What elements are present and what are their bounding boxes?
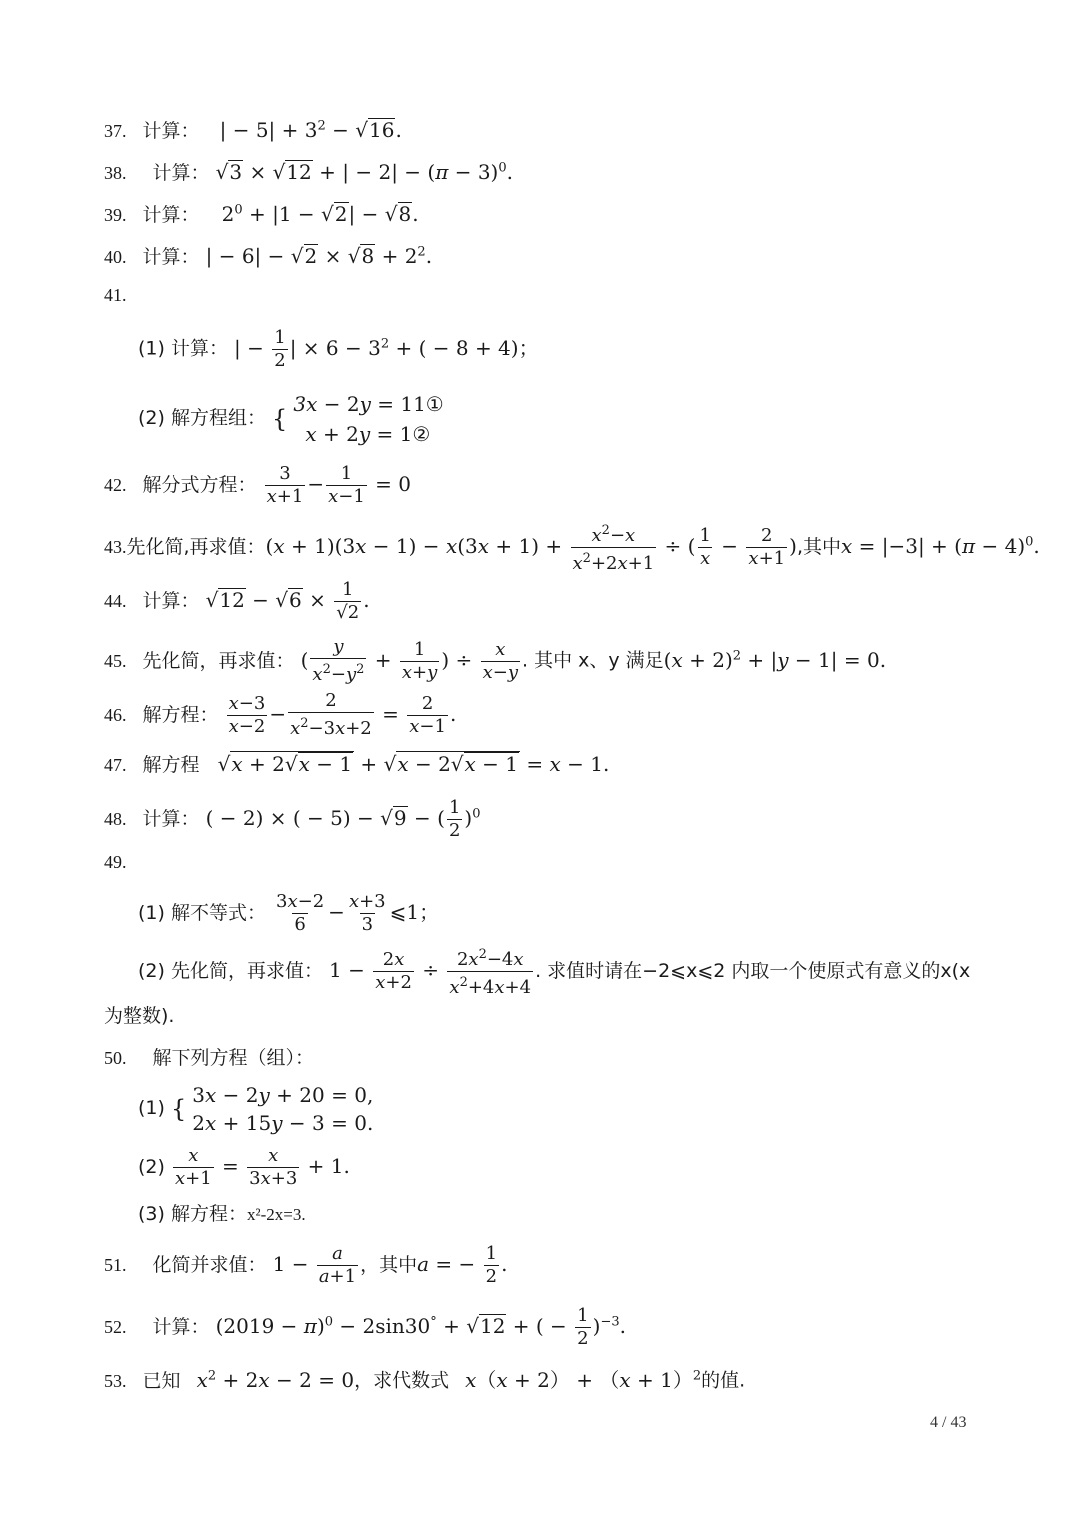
math-condition: $x = |-3| + (\pi - 4)^0$. xyxy=(840,534,1040,558)
problem-50-part-3 xyxy=(138,1202,306,1227)
problem-49-part-2-continued xyxy=(104,1004,174,1028)
math-expression: $\frac{3}{x+1}$ − $\frac{1}{x-1}$ = 0 xyxy=(266,463,411,507)
problem-mid-label: ，求代数式 xyxy=(354,1369,450,1392)
problem-46 xyxy=(104,690,456,740)
math-expression: $2^0 + |1 - √2| - √8$. xyxy=(221,201,419,226)
problem-number: 39. xyxy=(104,204,127,225)
math-expression: (x + 1)(3x − 1) − x(3x + 1) + $\frac{x^2-x}{x^2+2x+1}$ ÷ ( $\frac{1}{x}$ − $\frac{2}{x+1}$ ) xyxy=(265,523,797,574)
math-expression: √12 − √6 × $\frac{1}{√2}$ . xyxy=(205,579,370,623)
subproblem-label: (2) xyxy=(138,1156,165,1178)
problem-number: 52. xyxy=(104,1316,127,1337)
problem-number: 51. xyxy=(104,1255,127,1275)
where-label: ,其中 xyxy=(796,536,841,558)
where-label: ，其中 xyxy=(360,1254,418,1276)
problem-42 xyxy=(104,462,411,508)
math-expression: ( − 2) × ( − 5) − √9 − ( $\frac{1}{2}$ )$^0$ xyxy=(205,796,481,841)
problem-label: 计算： xyxy=(152,161,210,184)
problem-number: 41. xyxy=(104,285,127,305)
math-condition: $(x + 2)^2 + |y - 1| = 0$. xyxy=(663,647,887,672)
problem-49-part-1 xyxy=(138,890,439,936)
problem-49-part-2 xyxy=(138,944,970,999)
problem-41 xyxy=(104,283,127,307)
equation-system: 3x − 2y + 20 = 0, 2x + 15y − 3 = 0. xyxy=(192,1083,374,1135)
math-expression: | − $\frac{1}{2}$ | × $6 - 3^2$ + ( − 8 + 4)； xyxy=(234,326,539,371)
subproblem-label: (1) 计算： xyxy=(138,337,228,360)
problem-50-part-2 xyxy=(138,1144,350,1190)
math-expression: $\frac{x-3}{x-2}$ − $\frac{2}{x^2-3x+2}$ = $\frac{2}{x-1}$ . xyxy=(228,690,457,739)
problem-label: 计算： xyxy=(142,245,200,268)
problem-tail-label: 的值. xyxy=(701,1369,746,1392)
math-given: $x^2 + 2x - 2 = 0$ xyxy=(196,1367,355,1392)
problem-label: 计算： xyxy=(142,119,200,142)
math-expression: | − $6| - √2 \times √8 + 2^2$. xyxy=(205,243,433,268)
math-expression: $(2019 - \pi)^0 - 2\sin 30^\circ + √12$ + ( − $\frac{1}{2}$ )$^{-3}$. xyxy=(215,1304,626,1349)
math-expression: √3 × √12 + | − $2| - (\pi - 3)^0$. xyxy=(215,159,513,184)
problem-number: 53. xyxy=(104,1370,127,1391)
subproblem-label: (2) 先化简，再求值： xyxy=(138,960,323,982)
page-number: 4 / 43 xyxy=(930,1414,967,1431)
math-expression: x²-2x=3. xyxy=(246,1205,306,1224)
problem-label: 解下列方程（组）： xyxy=(152,1047,315,1069)
problem-label: 先化简，再求值： xyxy=(142,649,295,672)
math-expression: $x(x + 2) + (x + 1)^2$ xyxy=(465,1367,702,1392)
problem-number: 37. xyxy=(104,120,127,141)
problem-number: 44. xyxy=(104,591,127,611)
problem-number: 48. xyxy=(104,808,127,829)
problem-50-part-1: (1) { 3x − 2y + 20 = 0, 2x + 15y − 3 = 0. xyxy=(138,1083,374,1135)
math-expression: | − $5| + 3^2 - √16$. xyxy=(219,117,402,142)
problem-51 xyxy=(104,1242,507,1288)
math-expression: $\frac{x}{x+1}$ = $\frac{x}{3x+3}$ + 1. xyxy=(174,1145,350,1189)
problem-49 xyxy=(104,850,127,874)
problem-label: 先化简,再求值： xyxy=(126,536,266,558)
math-expression: ( $\frac{y}{x^2-y^2}$ + $\frac{1}{x+y}$ ) ÷ $\frac{x}{x-y}$ xyxy=(300,636,519,686)
problem-41-part-2: (2) 解方程组： { 3x − 2y = 11① x + 2y = 1② xyxy=(138,388,444,449)
math-expression: √x + 2√x − 1 + √x − 2√x − 1 = x − 1. xyxy=(217,752,610,776)
problem-number: 45. xyxy=(104,650,127,671)
problem-number: 40. xyxy=(104,246,127,267)
problem-number: 49. xyxy=(104,852,127,872)
problem-label: 计算： xyxy=(142,203,200,226)
problem-53 xyxy=(104,1364,745,1393)
math-condition: a = − $\frac{1}{2}$ . xyxy=(417,1243,508,1287)
problem-label: 已知 xyxy=(142,1369,181,1392)
problem-number: 46. xyxy=(104,704,127,725)
problem-label: 化简并求值： xyxy=(152,1254,267,1276)
subproblem-label: (1) xyxy=(138,1097,165,1119)
problem-label: 解方程 xyxy=(142,754,200,776)
problem-40 xyxy=(104,240,432,269)
subproblem-label: (1) 解不等式： xyxy=(138,902,266,924)
subproblem-label: (3) 解方程： xyxy=(138,1203,247,1225)
subproblem-tail-continued: 为整数). xyxy=(104,1005,175,1027)
condition-label: . 其中 x、y 满足 xyxy=(522,649,664,672)
problem-48 xyxy=(104,792,480,842)
problem-label: 解方程： xyxy=(142,703,219,726)
problem-number: 50. xyxy=(104,1048,127,1068)
problem-number: 47. xyxy=(104,755,127,775)
problem-43 xyxy=(104,520,1040,575)
problem-41-part-1 xyxy=(138,324,539,372)
problem-label: 计算： xyxy=(142,807,200,830)
math-expression: 1 − $\frac{a}{a+1}$ xyxy=(272,1243,357,1287)
subproblem-label: (2) 解方程组： xyxy=(138,407,266,429)
problem-45 xyxy=(104,634,886,686)
problem-47 xyxy=(104,751,609,777)
problem-label: 计算： xyxy=(142,590,200,612)
math-expression: $\frac{3x-2}{6}$ − $\frac{x+3}{3}$ ⩽1； xyxy=(276,891,440,935)
problem-number: 43. xyxy=(104,537,127,557)
problem-label: 计算： xyxy=(152,1315,210,1338)
equation-system: 3x − 2y = 11① x + 2y = 1② xyxy=(293,392,444,446)
problem-44 xyxy=(104,578,370,624)
problem-39 xyxy=(104,198,419,227)
problem-38 xyxy=(104,156,513,185)
subproblem-tail: . 求值时请在−2⩽x⩽2 内取一个使原式有意义的x(x xyxy=(535,960,971,982)
problem-50 xyxy=(104,1046,314,1070)
problem-number: 38. xyxy=(104,162,127,183)
problem-label: 解分式方程： xyxy=(142,474,257,496)
problem-52 xyxy=(104,1300,626,1350)
problem-37 xyxy=(104,114,402,143)
math-expression: 1 − $\frac{2x}{x+2}$ ÷ $\frac{2x^2-4x}{x^2+4x+4}$ xyxy=(329,947,532,998)
problem-number: 42. xyxy=(104,475,127,495)
